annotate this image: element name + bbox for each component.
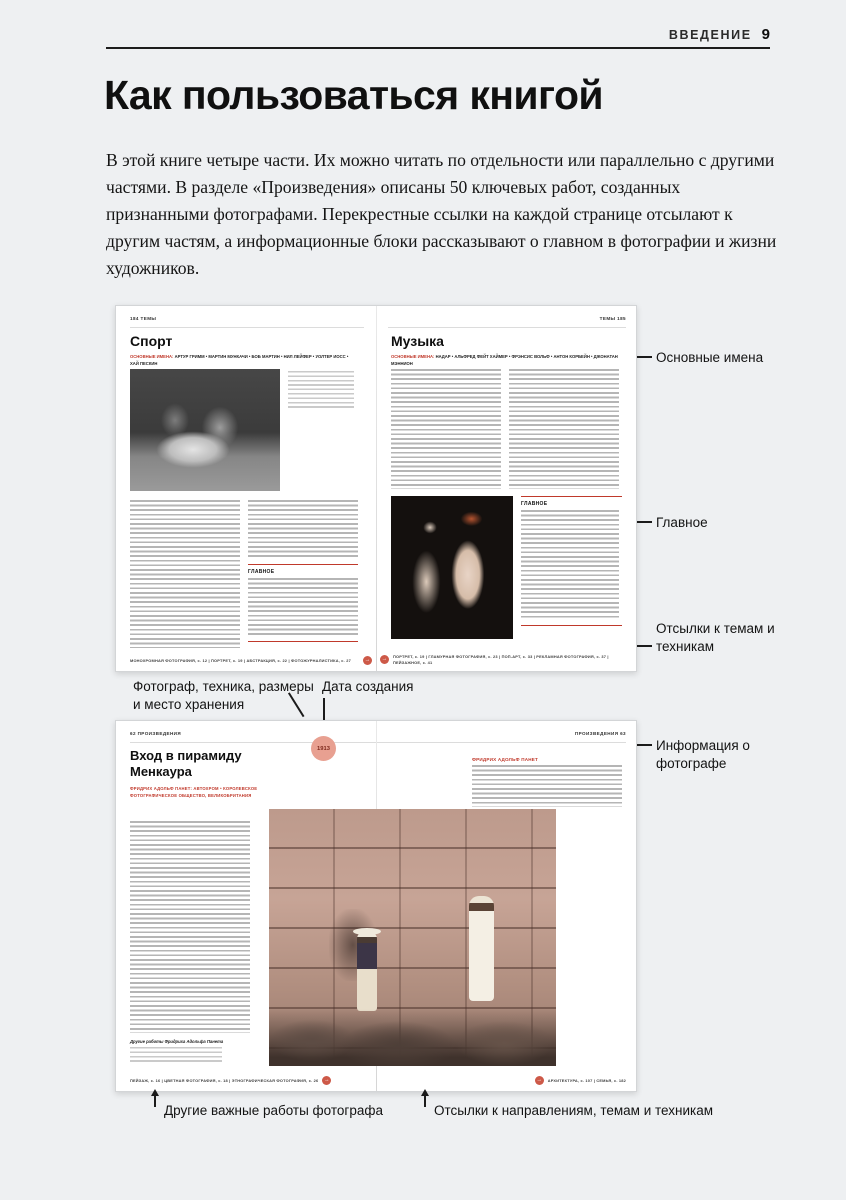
header-rule [106, 47, 770, 49]
cross-reference-icon: → [364, 657, 371, 663]
callout-other-works: Другие важные работы фотографа [164, 1103, 383, 1118]
connector-line [637, 645, 652, 647]
page-number: 9 [761, 26, 770, 43]
key-facts-lines [248, 578, 358, 636]
running-header [669, 26, 770, 43]
cross-reference-text: АРХИТЕКТУРА, с. 107 | СЕМЬЯ, с. 182 [547, 1077, 626, 1083]
names-label: ОСНОВНЫЕ ИМЕНА: [130, 354, 174, 359]
names-list: НАДАР • АЛЬФРЕД ФЕЙТ ХАЙМЕР • ФРЭНСИС ВОЛЬФ • АНТОН КОРБЕЙН • ДЖОНАТАН МЭННИОН [391, 354, 618, 366]
connector-line [637, 744, 652, 746]
cross-reference-text: ПЕЙЗАЖ, с. 16 | ЦВЕТНАЯ ФОТОГРАФИЯ, с. 18 | ЭТНОГРАФИЧЕСКАЯ ФОТОГРАФИЯ, с. 26 [130, 1077, 319, 1083]
other-works-lines [130, 1047, 222, 1062]
cross-reference-icon: → [324, 1077, 330, 1083]
wrestling-photo [130, 369, 280, 491]
bowie-photo [391, 496, 513, 639]
main-names-line [391, 354, 619, 367]
page-title: Как пользоваться книгой [104, 72, 604, 118]
cross-reference-icon: → [381, 656, 388, 663]
cross-references-footer [130, 656, 372, 665]
names-label: ОСНОВНЫЕ ИМЕНА: [391, 354, 435, 359]
body-text-columns [391, 369, 619, 489]
cross-reference-text: МОНОХРОМНАЯ ФОТОГРАФИЯ, с. 12 | ПОРТРЕТ, с. 19 | АБСТРАКЦИЯ, с. 22 | ФОТОЖУРНАЛИСТИКА, с. 27 [130, 657, 351, 663]
names-list: АРТУР ГРИММ • МАРТИН МУНКАЧИ • БОБ МАРТИН • НИЛ ЛЕЙФЕР • УОЛТЕР ИОСС • ХАЙ ПЕСКИН [130, 354, 349, 366]
folio-right: ПРОИЗВЕДЕНИЯ 63 [574, 731, 626, 736]
theme-title-music: Музыка [391, 333, 444, 349]
folio-left: 184 ТЕМЫ [130, 316, 157, 321]
footer-left-group [130, 1076, 331, 1085]
cross-reference-icon: → [536, 1077, 542, 1083]
folio-right: ТЕМЫ 185 [599, 316, 626, 321]
creation-date-badge: 1913 [311, 736, 336, 761]
connector-line [637, 521, 652, 523]
body-column [509, 369, 619, 489]
foreground-rocks [269, 1009, 556, 1066]
work-title: Вход в пирамиду Менкаура [130, 748, 242, 779]
cross-references-footer [130, 1076, 626, 1085]
callout-photographer-info: Информация о фотографе [656, 738, 750, 772]
callout-main-names: Основные имена [656, 350, 764, 365]
body-text-lines [248, 500, 358, 558]
callout-photographer-tech: Фотограф, техника, размеры и место хранения [133, 679, 314, 713]
connector-line [424, 1095, 426, 1107]
key-facts-label: ГЛАВНОЕ [521, 501, 548, 507]
cross-reference-text: ПОРТРЕТ, с. 19 | ГЛАМУРНАЯ ФОТОГРАФИЯ, с. 23 | ПОП-АРТ, с. 33 | РЕКЛАМНАЯ ФОТОГРАФИЯ, с. 37 | ПЕЙЗАЖНОЕ, с. 41 [393, 654, 609, 665]
figure-man [469, 896, 494, 1001]
footer-right-group [535, 1076, 626, 1085]
connector-line [637, 356, 652, 358]
figure-woman [357, 931, 377, 1011]
photo-caption-lines [288, 371, 354, 409]
body-column [248, 500, 358, 648]
key-facts-lines [521, 510, 619, 620]
callout-direction-refs: Отсылки к направлениям, темам и техникам [434, 1103, 713, 1118]
page-rule [388, 327, 626, 328]
body-column [391, 369, 501, 489]
work-body-text [130, 821, 250, 1033]
callout-key-facts: Главное [656, 515, 708, 530]
work-credit-line: ФРИДРИХ АДОЛЬФ ПАНЕТ: АВТОХРОМ • КОРОЛЕВСКОЕ ФОТОГРАФИЧЕСКОЕ ОБЩЕСТВО, ВЕЛИКОБРИТАНИЯ [130, 786, 258, 799]
photographer-name: ФРИДРИХ АДОЛЬФ ПАНЕТ [472, 757, 539, 762]
folio-left: 62 ПРОИЗВЕДЕНИЯ [130, 731, 182, 736]
page-rule [130, 742, 626, 743]
body-text-columns [130, 500, 358, 648]
connector-line [154, 1095, 156, 1107]
other-works-title: Другие работы Фридриха Адольфа Панета [130, 1039, 224, 1044]
intro-paragraph: В этой книге четыре части. Их можно читать по отдельности или параллельно с другими частями. В разделе «Произведения» описаны 50 ключевых работ, созданных признанными фотографами. Перекрестные ссылки на каждой странице отсылают к другим частям, а информационные блоки рассказывают о главном в фотографии и жизни художников. [106, 150, 777, 279]
themes-right-page [376, 306, 636, 671]
photographer-info-block [472, 757, 622, 807]
themes-left-page [116, 306, 376, 671]
key-facts-box [248, 564, 358, 642]
work-spread-preview [115, 720, 637, 1092]
main-names-line [130, 354, 358, 367]
key-facts-box [521, 496, 622, 626]
themes-spread-preview [115, 305, 637, 672]
callout-creation-date: Дата создания [322, 679, 414, 694]
theme-title-sport: Спорт [130, 333, 173, 349]
cross-references-footer [380, 654, 624, 665]
photographer-bio-lines [472, 765, 622, 807]
key-facts-label: ГЛАВНОЕ [248, 569, 275, 575]
section-label: ВВЕДЕНИЕ [668, 28, 752, 42]
page-rule [130, 327, 364, 328]
body-column [130, 500, 240, 648]
pyramid-photo [269, 809, 556, 1066]
callout-theme-refs: Отсылки к темам и техникам [656, 621, 775, 655]
other-works-block [130, 1039, 230, 1062]
